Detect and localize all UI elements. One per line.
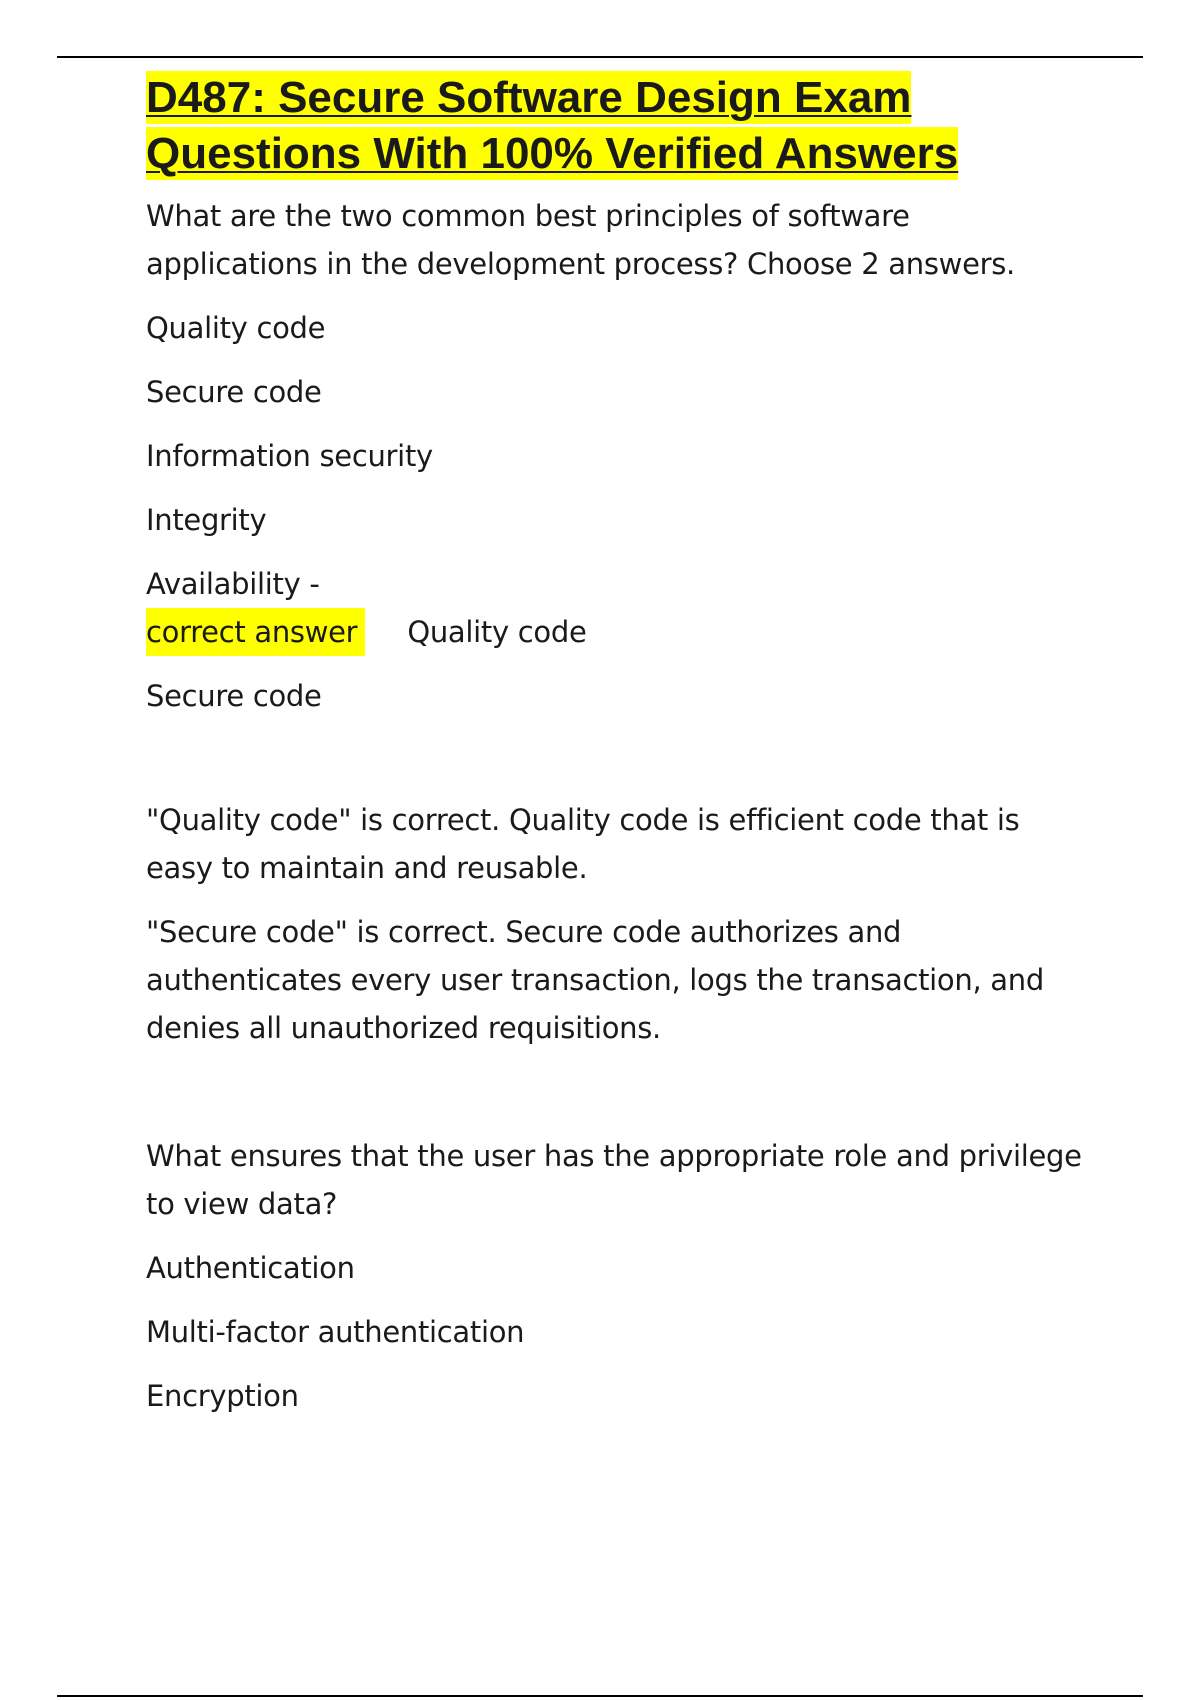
header-rule xyxy=(57,56,1143,58)
question-1-option: Information security xyxy=(146,439,433,473)
explanation-paragraph: "Secure code" is correct. Secure code authorizes and authenticates every user transaction, logs the transaction, and denies all unauthorized requisitions. xyxy=(146,915,1044,1045)
question-2-option: Multi-factor authentication xyxy=(146,1315,525,1349)
question-1-option: Quality code xyxy=(146,311,326,345)
answer-item: Quality code xyxy=(407,615,587,649)
question-2-prompt: What ensures that the user has the appropriate role and privilege to view data? xyxy=(146,1139,1082,1221)
question-1-option: Integrity xyxy=(146,503,267,537)
question-1-option: Secure code xyxy=(146,375,322,409)
footer-rule xyxy=(57,1695,1143,1697)
document-title xyxy=(146,70,1086,182)
correct-answer-tag: correct answer xyxy=(146,608,365,656)
explanation-paragraph: "Quality code" is correct. Quality code is efficient code that is easy to maintain and reusable. xyxy=(146,803,1020,885)
document-body xyxy=(146,70,1086,1420)
question-2-option: Encryption xyxy=(146,1379,299,1413)
title-highlight: D487: Secure Software Design Exam Questions With 100% Verified Answers xyxy=(146,73,959,178)
question-1-prompt: What are the two common best principles of software applications in the development process? Choose 2 answers. xyxy=(146,199,1015,281)
question-1-option: Availability - xyxy=(146,567,320,601)
question-2-option: Authentication xyxy=(146,1251,355,1285)
answer-line xyxy=(146,608,1086,656)
answer-item: Secure code xyxy=(146,679,322,713)
